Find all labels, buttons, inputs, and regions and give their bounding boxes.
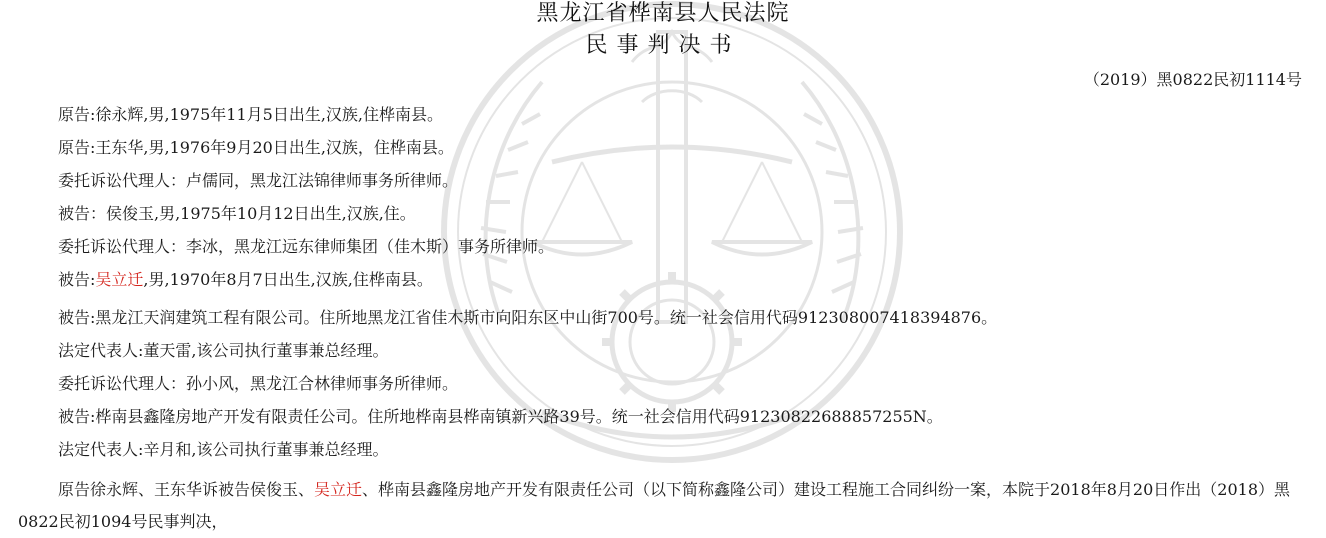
party-line-agent-2: 委托诉讼代理人：李冰，黑龙江远东律师集团（佳木斯）事务所律师。 — [58, 237, 555, 256]
party-line-agent-1: 委托诉讼代理人：卢儒同，黑龙江法锦律师事务所律师。 — [58, 171, 459, 190]
party-line-plaintiff-1: 原告:徐永辉,男,1975年11月5日出生,汉族,住桦南县。 — [58, 105, 443, 124]
case-number: （2019）黑0822民初1114号 — [1083, 70, 1302, 89]
party-line-defendant-4: 被告:桦南县鑫隆房地产开发有限责任公司。住所地桦南县桦南镇新兴路39号。统一社会信用代码91230822688857255N。 — [58, 407, 943, 426]
party-line-defendant-1: 被告：侯俊玉,男,1975年10月12日出生,汉族,住。 — [58, 204, 416, 223]
party-line-plaintiff-2: 原告:王东华,男,1976年9月20日出生,汉族，住桦南县。 — [58, 138, 454, 157]
summary-part-1: 原告徐永辉、王东华诉被告侯俊玉、 — [58, 480, 315, 499]
party-prefix: 被告: — [58, 270, 96, 289]
party-line-defendant-2 — [58, 268, 433, 292]
party-suffix: ,男,1970年8月7日出生,汉族,住桦南县。 — [143, 270, 433, 289]
case-summary-paragraph — [18, 474, 1308, 538]
highlighted-name: 吴立迁 — [314, 480, 363, 499]
party-line-representative-1: 法定代表人:董天雷,该公司执行董事兼总经理。 — [58, 341, 389, 360]
party-line-representative-2: 法定代表人:辛月和,该公司执行董事兼总经理。 — [58, 440, 389, 459]
summary-part-2: 、桦南县鑫隆房地产开发有限责任公司（以下简称鑫隆公司）建设工程施工合同纠纷一案，本院于2018年8月20日作出（2018）黑0822民初1094号民事判决， — [18, 480, 1291, 531]
court-name: 黑龙江省桦南县人民法院 — [536, 1, 790, 26]
highlighted-name: 吴立迁 — [95, 270, 144, 289]
party-line-agent-3: 委托诉讼代理人：孙小风，黑龙江合林律师事务所律师。 — [58, 374, 459, 393]
document-type-title: 民事判决书 — [585, 33, 741, 58]
party-line-defendant-3: 被告:黑龙江天润建筑工程有限公司。住所地黑龙江省佳木斯市向阳东区中山街700号。统一社会信用代码912308007418394876。 — [58, 308, 998, 327]
